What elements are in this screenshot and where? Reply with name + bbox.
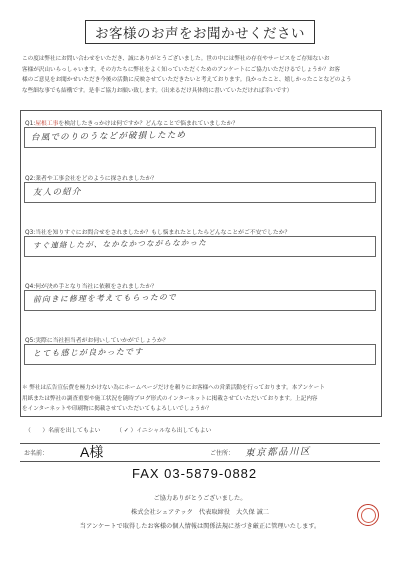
answer-box-1[interactable]	[24, 127, 376, 148]
questions-frame	[20, 110, 382, 417]
option-initials[interactable]: （ ✓ ）イニシャルなら出してもよい	[116, 428, 212, 434]
privacy-text: 当アンケートで取得したお客様の個人情報は関係法規に基づき厳正に管理いたします。	[79, 523, 321, 530]
intro-line: 様のご意見をお聞かせいただき今後の活動に反映させていただきたいと考えております。良かったこと、嬉しかったことなどのよう	[22, 77, 352, 84]
name-label: お名前：	[24, 450, 49, 457]
notice-line: 用紙または弊社の調査重要や施工状況を随時ブログ形式のインターネットに掲載させていただいております。上記内容	[22, 395, 318, 402]
question-prefix: Q4:	[25, 284, 36, 290]
intro-line: この度は弊社にお問い合わせをいただき、誠にありがとうございました。世の中には弊社の存在やサービスをご存知ないお	[22, 56, 330, 62]
question-2	[25, 173, 157, 182]
fax-number: FAX 03-5879-0882	[132, 466, 258, 481]
question-text: 実際に当社担当者がお伺いしていかがでしょうか？	[35, 338, 169, 344]
name-value[interactable]: A様	[80, 444, 104, 460]
question-4	[25, 281, 157, 290]
company-text: 株式会社シェアテック 代表取締役 大久保 誠二	[131, 509, 269, 516]
name-address-row	[20, 443, 380, 462]
intro-paragraph	[22, 54, 382, 96]
answer-handwriting: とても感じが良かったです	[32, 347, 144, 358]
answer-box-4[interactable]	[24, 290, 376, 311]
question-highlight: 屋根工事	[35, 121, 59, 127]
option-full-name[interactable]: （ ）名前を出してもよい	[25, 428, 101, 434]
answer-handwriting: 友人の紹介	[32, 187, 82, 198]
thanks-text: ご協力ありがとうございました。	[153, 495, 247, 502]
question-prefix: Q1:	[25, 121, 36, 127]
question-prefix: Q3:	[25, 230, 36, 236]
question-1	[25, 118, 238, 127]
notice-line: をインターネットや印刷物に掲載させていただいてもよろしいでしょうか？	[22, 406, 212, 413]
page-title-text: お客様のお声をお聞かせください	[95, 26, 305, 42]
answer-handwriting: すぐ連絡したが、なかなかつながらなかった	[32, 237, 208, 250]
publication-notice	[22, 383, 382, 415]
company-seal-stamp	[357, 504, 379, 526]
question-text: 何が決め手となり当社に依頼をされましたか？	[35, 284, 157, 290]
question-5	[25, 335, 169, 344]
answer-box-3[interactable]	[24, 236, 376, 257]
address-value[interactable]: 東京都品川区	[244, 446, 312, 459]
address-label: ご住所：	[210, 450, 235, 457]
question-text: 当社を知りすぐにお問合せをされましたか？もし悩まれたとしたらどんなことがご不安でしたか？	[35, 230, 291, 236]
notice-line: ＊ 弊社は広告宣伝費を極力かけない為にホームページだけを頼りにお客様への営業活動を行っております。本アンケート	[22, 385, 325, 391]
question-prefix: Q2:	[25, 176, 36, 182]
question-text: 業者や工事会社をどのように探されましたか？	[35, 176, 157, 182]
intro-line: な些細な事でも結構です。是非ご協力お願い致します。（出来るだけ具体的に書いていただければ幸いです）	[22, 87, 293, 94]
consent-options	[25, 425, 385, 434]
answer-handwriting: 台風でのりのうなどが破損したため	[30, 130, 187, 143]
answer-box-5[interactable]	[24, 344, 376, 365]
page-title	[85, 20, 315, 44]
answer-handwriting: 前向きに修理を考えてもらったので	[32, 292, 178, 304]
answer-box-2[interactable]	[24, 182, 376, 203]
question-text: を検討したきっかけは何ですか？どんなことで悩まれていましたか？	[58, 121, 239, 127]
question-3	[25, 227, 290, 236]
question-prefix: Q5:	[25, 338, 36, 344]
intro-line: 客様が沢山いらっしゃいます。その方たちに弊社をよく知っていただくためのアンケートにご協力いただけるでしょうか？お客	[22, 66, 341, 73]
